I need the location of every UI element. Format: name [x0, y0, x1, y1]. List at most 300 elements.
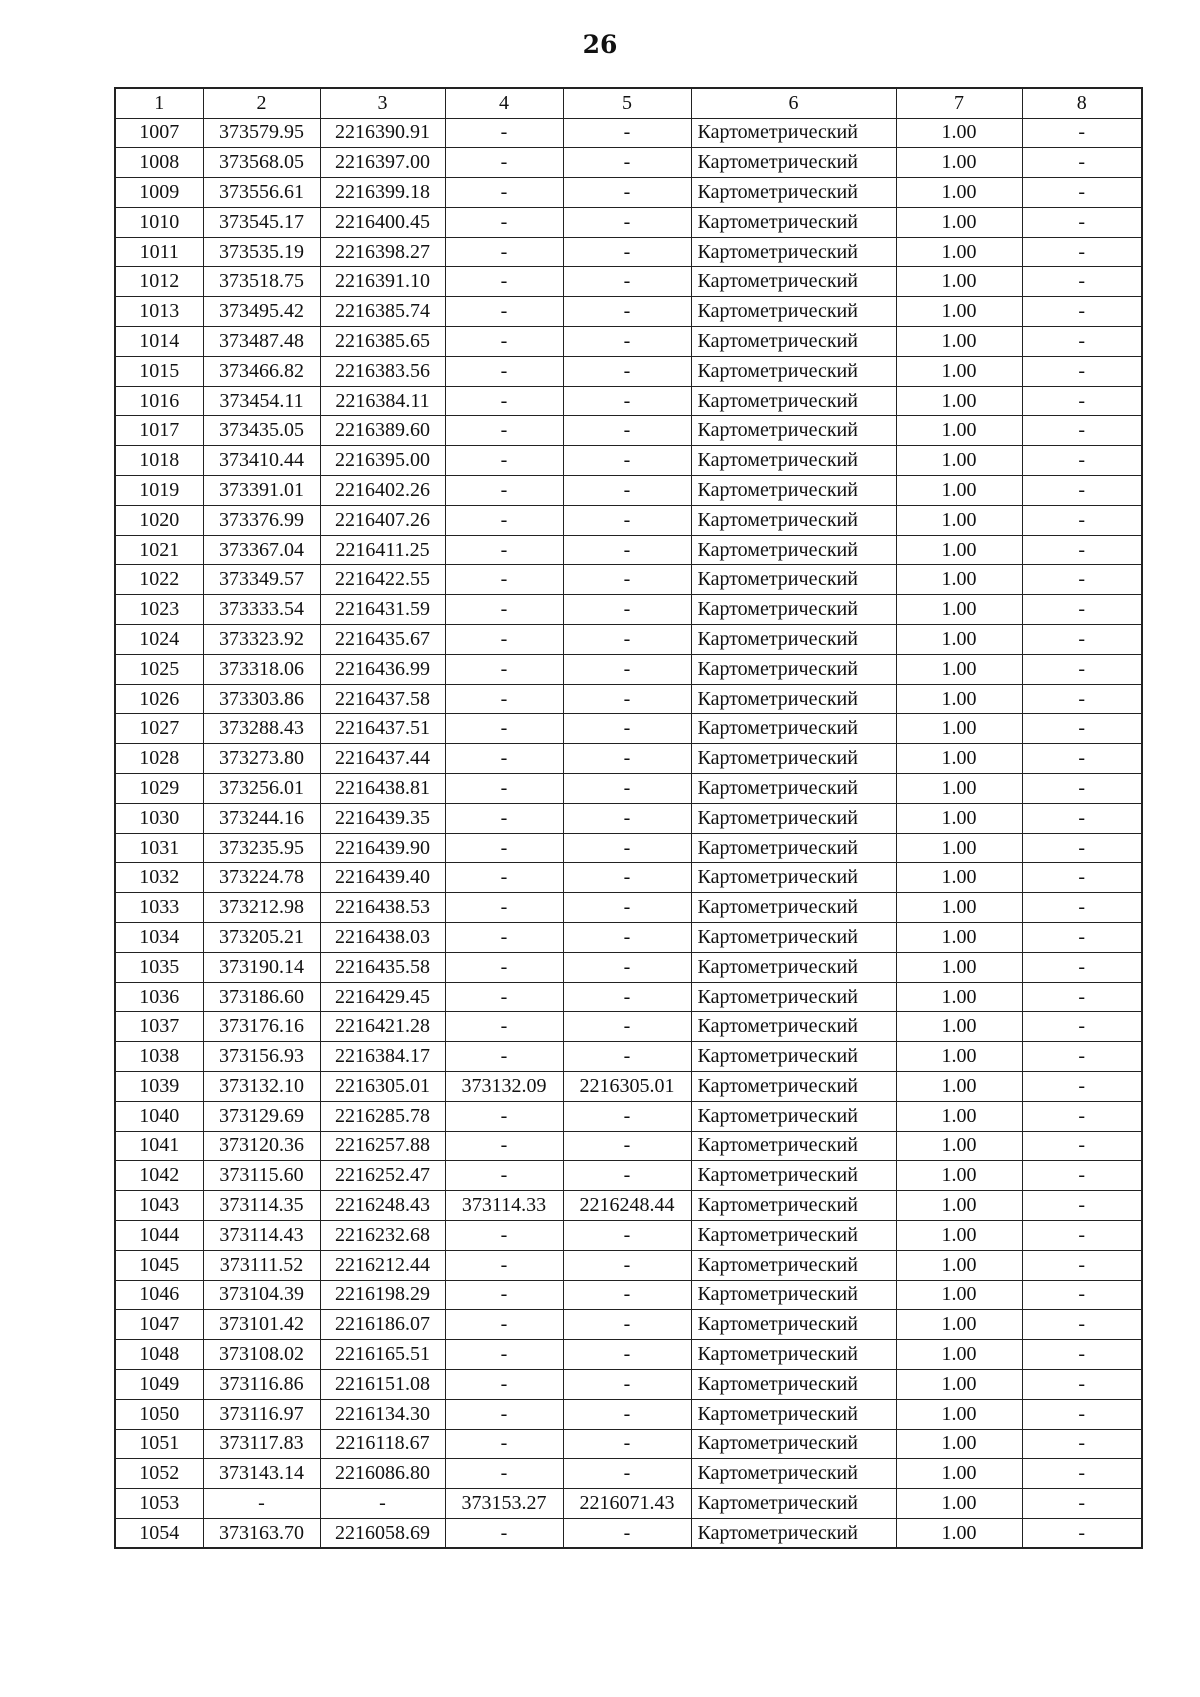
cell-point-number: 1045 [115, 1250, 203, 1280]
cell-point-number: 1025 [115, 654, 203, 684]
cell-x-coordinate-alt: - [445, 625, 563, 655]
table-row [115, 1429, 1142, 1459]
cell-note: - [1022, 1012, 1142, 1042]
cell-point-number: 1020 [115, 505, 203, 535]
cell-method: Картометрический [691, 1429, 896, 1459]
cell-y-coordinate-alt: - [563, 833, 691, 863]
cell-y-coordinate-alt: - [563, 1042, 691, 1072]
cell-note: - [1022, 774, 1142, 804]
cell-y-coordinate: 2216134.30 [320, 1399, 445, 1429]
cell-x-coordinate-alt: - [445, 1220, 563, 1250]
cell-accuracy: 1.00 [896, 654, 1022, 684]
cell-point-number: 1009 [115, 178, 203, 208]
cell-y-coordinate-alt: - [563, 923, 691, 953]
cell-y-coordinate-alt: - [563, 982, 691, 1012]
cell-y-coordinate-alt: - [563, 1280, 691, 1310]
cell-x-coordinate: 373495.42 [203, 297, 320, 327]
cell-accuracy: 1.00 [896, 386, 1022, 416]
cell-y-coordinate: 2216165.51 [320, 1340, 445, 1370]
cell-y-coordinate: 2216305.01 [320, 1072, 445, 1102]
cell-note: - [1022, 1072, 1142, 1102]
table-row [115, 148, 1142, 178]
cell-accuracy: 1.00 [896, 982, 1022, 1012]
cell-point-number: 1043 [115, 1191, 203, 1221]
cell-x-coordinate: 373224.78 [203, 863, 320, 893]
cell-accuracy: 1.00 [896, 207, 1022, 237]
table-row [115, 923, 1142, 953]
cell-y-coordinate: 2216086.80 [320, 1459, 445, 1489]
cell-y-coordinate-alt: - [563, 267, 691, 297]
cell-x-coordinate-alt: - [445, 267, 563, 297]
cell-x-coordinate-alt: - [445, 803, 563, 833]
cell-point-number: 1017 [115, 416, 203, 446]
cell-note: - [1022, 952, 1142, 982]
cell-point-number: 1022 [115, 565, 203, 595]
cell-point-number: 1012 [115, 267, 203, 297]
cell-accuracy: 1.00 [896, 1220, 1022, 1250]
cell-x-coordinate: 373116.86 [203, 1369, 320, 1399]
table-row [115, 416, 1142, 446]
cell-point-number: 1015 [115, 356, 203, 386]
cell-y-coordinate-alt: - [563, 327, 691, 357]
cell-x-coordinate-alt: - [445, 893, 563, 923]
cell-y-coordinate: 2216422.55 [320, 565, 445, 595]
cell-point-number: 1016 [115, 386, 203, 416]
cell-accuracy: 1.00 [896, 774, 1022, 804]
cell-x-coordinate: 373466.82 [203, 356, 320, 386]
cell-y-coordinate: 2216232.68 [320, 1220, 445, 1250]
column-header-5: 5 [563, 88, 691, 118]
cell-x-coordinate: 373333.54 [203, 595, 320, 625]
column-header-4: 4 [445, 88, 563, 118]
cell-y-coordinate: 2216285.78 [320, 1101, 445, 1131]
cell-method: Картометрический [691, 267, 896, 297]
cell-y-coordinate: 2216429.45 [320, 982, 445, 1012]
table-row [115, 1220, 1142, 1250]
table-row [115, 1280, 1142, 1310]
cell-method: Картометрический [691, 118, 896, 148]
cell-accuracy: 1.00 [896, 505, 1022, 535]
cell-y-coordinate-alt: - [563, 1369, 691, 1399]
cell-point-number: 1011 [115, 237, 203, 267]
cell-x-coordinate: 373156.93 [203, 1042, 320, 1072]
cell-point-number: 1030 [115, 803, 203, 833]
cell-y-coordinate-alt: - [563, 1399, 691, 1429]
cell-accuracy: 1.00 [896, 1042, 1022, 1072]
cell-x-coordinate-alt: - [445, 1101, 563, 1131]
cell-method: Картометрический [691, 1459, 896, 1489]
cell-method: Картометрический [691, 207, 896, 237]
cell-method: Картометрический [691, 476, 896, 506]
cell-accuracy: 1.00 [896, 1310, 1022, 1340]
cell-note: - [1022, 923, 1142, 953]
column-header-1: 1 [115, 88, 203, 118]
cell-x-coordinate-alt: - [445, 863, 563, 893]
table-row [115, 654, 1142, 684]
cell-x-coordinate-alt: - [445, 565, 563, 595]
table-row [115, 1489, 1142, 1519]
cell-x-coordinate-alt: - [445, 923, 563, 953]
cell-x-coordinate-alt: - [445, 1399, 563, 1429]
table-row [115, 1042, 1142, 1072]
cell-x-coordinate-alt: - [445, 237, 563, 267]
cell-x-coordinate-alt: - [445, 297, 563, 327]
cell-x-coordinate-alt: - [445, 1518, 563, 1548]
cell-method: Картометрический [691, 1042, 896, 1072]
cell-point-number: 1050 [115, 1399, 203, 1429]
table-row [115, 207, 1142, 237]
table-row [115, 684, 1142, 714]
cell-note: - [1022, 207, 1142, 237]
cell-y-coordinate-alt: - [563, 416, 691, 446]
cell-x-coordinate: 373111.52 [203, 1250, 320, 1280]
page-number: 26 [582, 30, 618, 59]
cell-point-number: 1010 [115, 207, 203, 237]
cell-y-coordinate: 2216186.07 [320, 1310, 445, 1340]
cell-y-coordinate: 2216436.99 [320, 654, 445, 684]
cell-point-number: 1036 [115, 982, 203, 1012]
cell-x-coordinate: 373143.14 [203, 1459, 320, 1489]
cell-x-coordinate-alt: - [445, 1280, 563, 1310]
cell-method: Картометрический [691, 178, 896, 208]
cell-x-coordinate-alt: - [445, 684, 563, 714]
cell-x-coordinate: 373568.05 [203, 148, 320, 178]
cell-accuracy: 1.00 [896, 833, 1022, 863]
cell-y-coordinate-alt: - [563, 1101, 691, 1131]
cell-method: Картометрический [691, 1131, 896, 1161]
cell-accuracy: 1.00 [896, 1459, 1022, 1489]
cell-x-coordinate: 373101.42 [203, 1310, 320, 1340]
cell-x-coordinate: 373114.43 [203, 1220, 320, 1250]
table-row [115, 1101, 1142, 1131]
cell-method: Картометрический [691, 833, 896, 863]
cell-y-coordinate: 2216385.74 [320, 297, 445, 327]
cell-y-coordinate-alt: - [563, 565, 691, 595]
cell-y-coordinate-alt: - [563, 595, 691, 625]
column-header-6: 6 [691, 88, 896, 118]
cell-point-number: 1028 [115, 744, 203, 774]
column-header-7: 7 [896, 88, 1022, 118]
cell-x-coordinate: 373132.10 [203, 1072, 320, 1102]
cell-point-number: 1048 [115, 1340, 203, 1370]
cell-x-coordinate: 373120.36 [203, 1131, 320, 1161]
cell-accuracy: 1.00 [896, 1131, 1022, 1161]
cell-x-coordinate: 373303.86 [203, 684, 320, 714]
cell-y-coordinate: 2216438.81 [320, 774, 445, 804]
cell-method: Картометрический [691, 1280, 896, 1310]
table-row [115, 1310, 1142, 1340]
cell-y-coordinate-alt: - [563, 1220, 691, 1250]
cell-point-number: 1018 [115, 446, 203, 476]
cell-accuracy: 1.00 [896, 1012, 1022, 1042]
cell-accuracy: 1.00 [896, 237, 1022, 267]
cell-accuracy: 1.00 [896, 476, 1022, 506]
cell-accuracy: 1.00 [896, 416, 1022, 446]
cell-y-coordinate-alt: - [563, 952, 691, 982]
cell-point-number: 1047 [115, 1310, 203, 1340]
column-header-3: 3 [320, 88, 445, 118]
cell-method: Картометрический [691, 297, 896, 327]
cell-y-coordinate-alt: - [563, 625, 691, 655]
cell-method: Картометрический [691, 505, 896, 535]
cell-note: - [1022, 714, 1142, 744]
cell-y-coordinate: 2216151.08 [320, 1369, 445, 1399]
cell-y-coordinate-alt: - [563, 476, 691, 506]
cell-note: - [1022, 863, 1142, 893]
cell-accuracy: 1.00 [896, 893, 1022, 923]
cell-method: Картометрический [691, 1310, 896, 1340]
cell-note: - [1022, 1310, 1142, 1340]
cell-y-coordinate-alt: - [563, 803, 691, 833]
cell-x-coordinate-alt: - [445, 1250, 563, 1280]
table-row [115, 1518, 1142, 1548]
cell-point-number: 1021 [115, 535, 203, 565]
cell-x-coordinate: 373205.21 [203, 923, 320, 953]
cell-y-coordinate-alt: - [563, 505, 691, 535]
cell-x-coordinate: 373104.39 [203, 1280, 320, 1310]
column-header-2: 2 [203, 88, 320, 118]
table-row [115, 327, 1142, 357]
cell-y-coordinate: 2216391.10 [320, 267, 445, 297]
cell-method: Картометрический [691, 714, 896, 744]
cell-x-coordinate-alt: - [445, 356, 563, 386]
cell-x-coordinate: 373410.44 [203, 446, 320, 476]
cell-x-coordinate-alt: 373153.27 [445, 1489, 563, 1519]
cell-note: - [1022, 386, 1142, 416]
table-row [115, 952, 1142, 982]
cell-x-coordinate-alt: - [445, 118, 563, 148]
cell-x-coordinate: 373318.06 [203, 654, 320, 684]
cell-x-coordinate-alt: - [445, 1429, 563, 1459]
cell-x-coordinate: 373244.16 [203, 803, 320, 833]
cell-method: Картометрический [691, 1340, 896, 1370]
cell-method: Картометрический [691, 327, 896, 357]
cell-method: Картометрический [691, 237, 896, 267]
cell-point-number: 1052 [115, 1459, 203, 1489]
cell-y-coordinate-alt: - [563, 118, 691, 148]
cell-accuracy: 1.00 [896, 684, 1022, 714]
cell-x-coordinate-alt: - [445, 1161, 563, 1191]
cell-x-coordinate: 373212.98 [203, 893, 320, 923]
table-row [115, 535, 1142, 565]
cell-method: Картометрический [691, 1399, 896, 1429]
cell-accuracy: 1.00 [896, 923, 1022, 953]
cell-point-number: 1037 [115, 1012, 203, 1042]
table-row [115, 356, 1142, 386]
cell-y-coordinate: 2216398.27 [320, 237, 445, 267]
cell-accuracy: 1.00 [896, 1072, 1022, 1102]
cell-x-coordinate-alt: - [445, 327, 563, 357]
cell-y-coordinate-alt: - [563, 386, 691, 416]
cell-y-coordinate: 2216058.69 [320, 1518, 445, 1548]
cell-x-coordinate-alt: - [445, 714, 563, 744]
cell-note: - [1022, 237, 1142, 267]
cell-x-coordinate: 373108.02 [203, 1340, 320, 1370]
cell-y-coordinate-alt: - [563, 1518, 691, 1548]
cell-y-coordinate: 2216385.65 [320, 327, 445, 357]
cell-x-coordinate-alt: - [445, 476, 563, 506]
cell-point-number: 1041 [115, 1131, 203, 1161]
cell-note: - [1022, 416, 1142, 446]
cell-y-coordinate: 2216252.47 [320, 1161, 445, 1191]
cell-accuracy: 1.00 [896, 1369, 1022, 1399]
cell-note: - [1022, 1042, 1142, 1072]
cell-note: - [1022, 1220, 1142, 1250]
cell-point-number: 1027 [115, 714, 203, 744]
cell-accuracy: 1.00 [896, 297, 1022, 327]
cell-y-coordinate: 2216439.35 [320, 803, 445, 833]
cell-x-coordinate: 373435.05 [203, 416, 320, 446]
cell-note: - [1022, 1101, 1142, 1131]
table-row [115, 744, 1142, 774]
cell-y-coordinate: 2216248.43 [320, 1191, 445, 1221]
cell-y-coordinate-alt: - [563, 207, 691, 237]
cell-x-coordinate-alt: - [445, 774, 563, 804]
cell-x-coordinate-alt: - [445, 386, 563, 416]
cell-x-coordinate: 373376.99 [203, 505, 320, 535]
cell-note: - [1022, 267, 1142, 297]
cell-point-number: 1033 [115, 893, 203, 923]
cell-x-coordinate: 373256.01 [203, 774, 320, 804]
cell-accuracy: 1.00 [896, 1340, 1022, 1370]
cell-point-number: 1013 [115, 297, 203, 327]
cell-note: - [1022, 178, 1142, 208]
cell-y-coordinate: 2216437.58 [320, 684, 445, 714]
cell-y-coordinate: 2216402.26 [320, 476, 445, 506]
cell-method: Картометрический [691, 1250, 896, 1280]
cell-accuracy: 1.00 [896, 625, 1022, 655]
cell-point-number: 1032 [115, 863, 203, 893]
cell-method: Картометрический [691, 1012, 896, 1042]
cell-note: - [1022, 744, 1142, 774]
cell-method: Картометрический [691, 863, 896, 893]
table-row [115, 1369, 1142, 1399]
cell-x-coordinate: 373323.92 [203, 625, 320, 655]
table-row [115, 625, 1142, 655]
cell-accuracy: 1.00 [896, 952, 1022, 982]
cell-x-coordinate: 373487.48 [203, 327, 320, 357]
table-row [115, 1191, 1142, 1221]
table-header-row [115, 88, 1142, 118]
cell-method: Картометрический [691, 446, 896, 476]
cell-y-coordinate: 2216407.26 [320, 505, 445, 535]
cell-note: - [1022, 1518, 1142, 1548]
cell-x-coordinate-alt: - [445, 982, 563, 1012]
cell-y-coordinate-alt: - [563, 356, 691, 386]
cell-method: Картометрический [691, 1518, 896, 1548]
cell-accuracy: 1.00 [896, 356, 1022, 386]
cell-method: Картометрический [691, 1489, 896, 1519]
cell-y-coordinate: 2216437.51 [320, 714, 445, 744]
cell-point-number: 1038 [115, 1042, 203, 1072]
cell-x-coordinate-alt: - [445, 207, 563, 237]
cell-y-coordinate: 2216439.40 [320, 863, 445, 893]
cell-accuracy: 1.00 [896, 327, 1022, 357]
cell-note: - [1022, 1489, 1142, 1519]
cell-point-number: 1046 [115, 1280, 203, 1310]
cell-accuracy: 1.00 [896, 178, 1022, 208]
cell-method: Картометрический [691, 565, 896, 595]
cell-y-coordinate-alt: - [563, 1012, 691, 1042]
table-row [115, 833, 1142, 863]
cell-x-coordinate-alt: - [445, 1012, 563, 1042]
cell-y-coordinate-alt: - [563, 1161, 691, 1191]
table-row [115, 863, 1142, 893]
cell-point-number: 1023 [115, 595, 203, 625]
cell-y-coordinate-alt: - [563, 237, 691, 267]
cell-y-coordinate: 2216435.67 [320, 625, 445, 655]
cell-accuracy: 1.00 [896, 535, 1022, 565]
cell-method: Картометрический [691, 148, 896, 178]
cell-point-number: 1019 [115, 476, 203, 506]
table-row [115, 893, 1142, 923]
cell-note: - [1022, 297, 1142, 327]
cell-accuracy: 1.00 [896, 118, 1022, 148]
cell-x-coordinate: 373115.60 [203, 1161, 320, 1191]
cell-x-coordinate-alt: - [445, 178, 563, 208]
cell-method: Картометрический [691, 386, 896, 416]
table-row [115, 1340, 1142, 1370]
table-row [115, 297, 1142, 327]
cell-point-number: 1051 [115, 1429, 203, 1459]
table-row [115, 982, 1142, 1012]
cell-note: - [1022, 476, 1142, 506]
cell-x-coordinate-alt: - [445, 1042, 563, 1072]
cell-note: - [1022, 505, 1142, 535]
cell-accuracy: 1.00 [896, 1489, 1022, 1519]
cell-y-coordinate-alt: - [563, 1131, 691, 1161]
cell-x-coordinate-alt: - [445, 1310, 563, 1340]
table-row [115, 803, 1142, 833]
cell-x-coordinate: 373129.69 [203, 1101, 320, 1131]
cell-accuracy: 1.00 [896, 863, 1022, 893]
table-row [115, 178, 1142, 208]
cell-note: - [1022, 356, 1142, 386]
cell-accuracy: 1.00 [896, 1250, 1022, 1280]
cell-y-coordinate: 2216257.88 [320, 1131, 445, 1161]
cell-y-coordinate-alt: - [563, 714, 691, 744]
cell-point-number: 1040 [115, 1101, 203, 1131]
cell-method: Картометрический [691, 1191, 896, 1221]
cell-x-coordinate: 373454.11 [203, 386, 320, 416]
cell-point-number: 1031 [115, 833, 203, 863]
table-row [115, 1012, 1142, 1042]
cell-method: Картометрический [691, 535, 896, 565]
cell-x-coordinate: - [203, 1489, 320, 1519]
cell-method: Картометрический [691, 893, 896, 923]
cell-note: - [1022, 327, 1142, 357]
cell-x-coordinate-alt: - [445, 148, 563, 178]
cell-y-coordinate-alt: - [563, 178, 691, 208]
cell-note: - [1022, 893, 1142, 923]
coordinates-table [114, 87, 1143, 1549]
cell-accuracy: 1.00 [896, 1191, 1022, 1221]
cell-note: - [1022, 148, 1142, 178]
cell-point-number: 1024 [115, 625, 203, 655]
cell-method: Картометрический [691, 1220, 896, 1250]
cell-note: - [1022, 1191, 1142, 1221]
table-row [115, 505, 1142, 535]
table-row [115, 267, 1142, 297]
cell-x-coordinate: 373288.43 [203, 714, 320, 744]
cell-method: Картометрический [691, 952, 896, 982]
cell-method: Картометрический [691, 1101, 896, 1131]
cell-y-coordinate-alt: - [563, 446, 691, 476]
cell-y-coordinate: 2216399.18 [320, 178, 445, 208]
cell-x-coordinate-alt: - [445, 654, 563, 684]
cell-note: - [1022, 118, 1142, 148]
cell-y-coordinate-alt: - [563, 684, 691, 714]
